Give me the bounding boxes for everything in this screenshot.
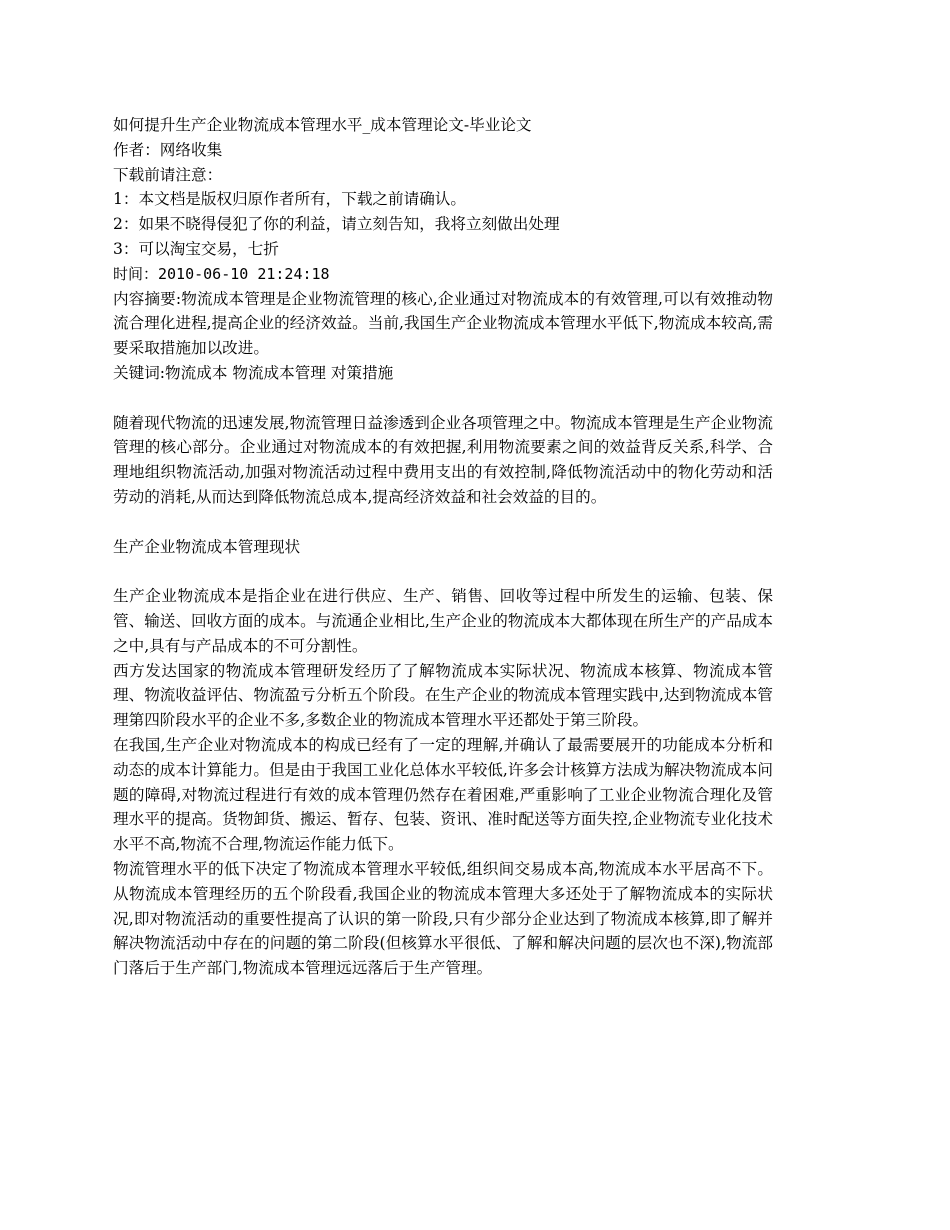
body-paragraph: 在我国,生产企业对物流成本的构成已经有了一定的理解,并确认了最需要展开的功能成本分析和动态的成本计算能力。但是由于我国工业化总体水平较低,许多会计核算方法成为解决物流成本问题的障碍,对物流过程进行有效的成本管理仍然存在着困难,严重影响了工业企业物流合理化及管理水平的提高。货物卸货、搬运、暂存、包装、资讯、准时配送等方面失控,企业物流专业化技术水平不高,物流不合理,物流运作能力低下。 — [113, 735, 773, 854]
document-title: 如何提升生产企业物流成本管理水平_成本管理论文-毕业论文 — [113, 116, 532, 134]
keywords-line: 关键词:物流成本 物流成本管理 对策措施 — [113, 363, 394, 382]
section-heading: 生产企业物流成本管理现状 — [113, 537, 301, 556]
notice-item: 1：本文档是版权归原作者所有，下载之前请确认。 — [113, 190, 466, 209]
author-line: 作者：网络收集 — [113, 140, 223, 159]
blank-line — [113, 559, 773, 584]
abstract-paragraph: 内容摘要:物流成本管理是企业物流管理的核心,企业通过对物流成本的有效管理,可以有效推动物流合理化进程,提高企业的经济效益。当前,我国生产企业物流成本管理水平低下,物流成本较高,需要采取措施加以改进。 — [113, 289, 773, 358]
blank-line — [113, 510, 773, 535]
notice-item: 3：可以淘宝交易，七折 — [113, 239, 279, 258]
notice-item: 2：如果不晓得侵犯了你的利益，请立刻告知，我将立刻做出处理 — [113, 215, 560, 234]
notice-heading: 下载前请注意： — [113, 165, 223, 184]
body-paragraph: 物流管理水平的低下决定了物流成本管理水平较低,组织间交易成本高,物流成本水平居高不下。从物流成本管理经历的五个阶段看,我国企业的物流成本管理大多还处于了解物流成本的实际状况,即对物流活动的重要性提高了认识的第一阶段,只有少部分企业达到了物流成本核算,即了解并解决物流活动中存在的问题的第二阶段(但核算水平很低、了解和解决问题的层次也不深),物流部门落后于生产部门,物流成本管理远远落后于生产管理。 — [113, 859, 773, 978]
intro-paragraph: 随着现代物流的迅速发展,物流管理日益渗透到企业各项管理之中。物流成本管理是生产企业物流管理的核心部分。企业通过对物流成本的有效把握,利用物流要素之间的效益背反关系,科学、合理地组织物流活动,加强对物流活动过程中费用支出的有效控制,降低物流活动中的物化劳动和活劳动的消耗,从而达到降低物流总成本,提高经济效益和社会效益的目的。 — [113, 413, 773, 506]
body-paragraph: 生产企业物流成本是指企业在进行供应、生产、销售、回收等过程中所发生的运输、包装、保管、输送、回收方面的成本。与流通企业相比,生产企业的物流成本大都体现在所生产的产品成本之中,具有与产品成本的不可分割性。 — [113, 587, 773, 655]
time-line: 时间：2010-06-10 21:24:18 — [113, 264, 330, 283]
blank-line — [113, 386, 773, 411]
body-paragraph: 西方发达国家的物流成本管理研发经历了了解物流成本实际状况、物流成本核算、物流成本管理、物流收益评估、物流盈亏分析五个阶段。在生产企业的物流成本管理实践中,达到物流成本管理第四阶段水平的企业不多,多数企业的物流成本管理水平还都处于第三阶段。 — [113, 661, 773, 730]
document-page — [113, 113, 773, 981]
